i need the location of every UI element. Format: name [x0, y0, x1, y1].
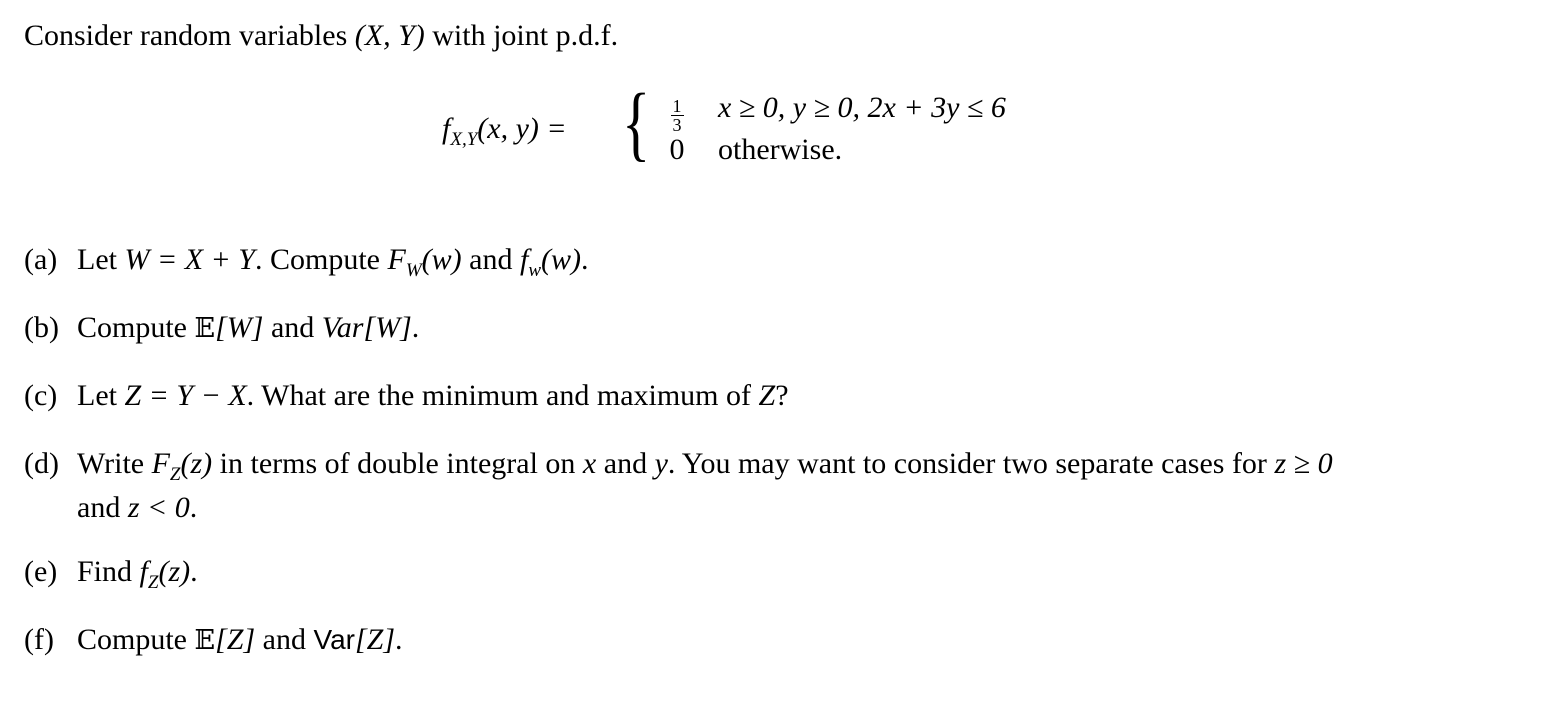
pdf-subscript: X,Y — [450, 129, 478, 150]
part-label: (d) — [24, 447, 59, 480]
part-label: (b) — [24, 311, 59, 344]
pdf-lhs — [442, 109, 567, 153]
random-variables: (X, Y) — [354, 19, 425, 52]
part-a-text: Let W = X + Y. Compute $F_W(w)$ and $f_w(w)$. — [77, 243, 589, 281]
case2-value: 0 — [669, 133, 685, 166]
part-label: (c) — [24, 379, 58, 412]
intro-sentence — [24, 16, 618, 56]
part-label: (a) — [24, 243, 58, 276]
case1-condition: x ≥ 0, y ≥ 0, 2x + 3y ≤ 6 — [718, 91, 1006, 124]
fraction-numerator: 1 — [672, 96, 682, 116]
case2-condition: otherwise. — [718, 133, 843, 166]
part-e-text: Find $f_Z(z)$. — [77, 555, 198, 593]
part-d-text: Write $F_Z(z)$ in terms of double integral on x and y. You may want to consider two separate cases for z ≥ 0 and z < 0. — [77, 447, 1333, 524]
fraction-denominator: 3 — [672, 115, 682, 135]
part-b-text: Compute 𝔼[W] and Var[W]. — [77, 311, 420, 344]
one-third-fraction — [671, 97, 684, 134]
part-label: (f) — [24, 623, 54, 656]
part-f-text: Compute 𝔼[Z] and Var[Z]. — [77, 623, 403, 656]
pdf-symbol: f — [442, 112, 451, 145]
intro-text-end: with joint p.d.f. — [424, 19, 619, 52]
cases-brace: { — [622, 77, 651, 170]
pdf-arguments: (x, y) = — [477, 112, 567, 145]
part-c-text: Let Z = Y − X. What are the minimum and maximum of Z? — [77, 379, 789, 412]
part-label: (e) — [24, 555, 58, 588]
intro-text: Consider random variables — [24, 19, 355, 52]
case1-value — [664, 86, 690, 134]
